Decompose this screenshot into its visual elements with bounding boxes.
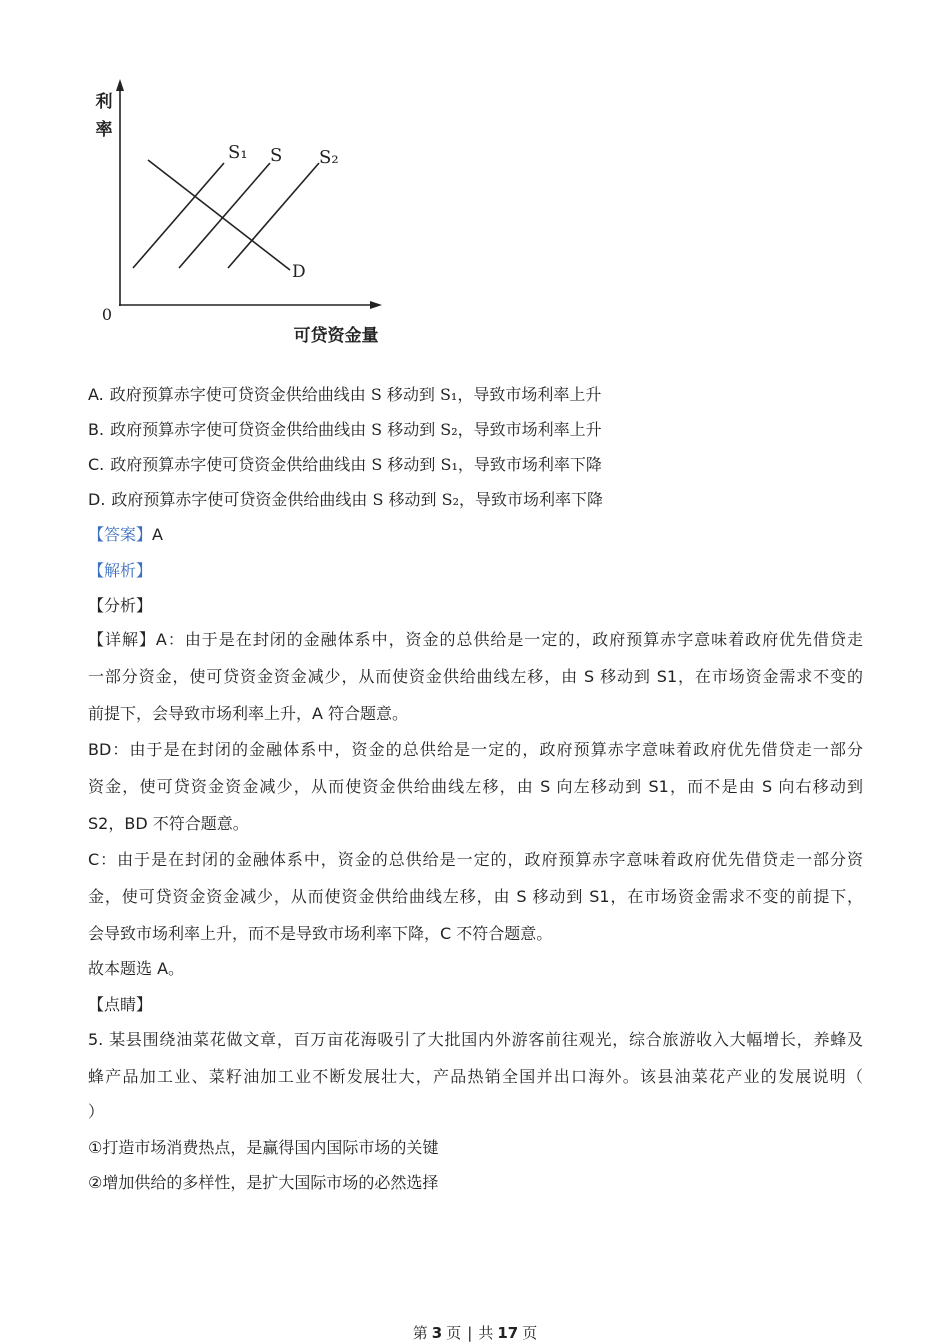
option-letter: D. [88, 490, 106, 509]
supply-curve-s2 [228, 163, 319, 268]
option-text: 政府预算赤字使可贷资金供给曲线由 S 移动到 S₁，导致市场利率上升 [109, 385, 602, 404]
dianjing-label: 【点睛】 [88, 995, 153, 1014]
detail-a-line: 一部分资金，使可贷资金资金减少，从而使资金供给曲线左移，由 S 移动到 S1，在市场资金需求不变的 [88, 667, 863, 686]
option-text: 政府预算赤字使可贷资金供给曲线由 S 移动到 S₂，导致市场利率下降 [111, 490, 604, 509]
y-axis-label-char: 利 [95, 92, 113, 112]
curve-label-d: D [292, 262, 306, 282]
answer-value: A [152, 525, 163, 544]
curve-label-s2: S₂ [319, 147, 339, 168]
question-5-choice: ②增加供给的多样性，是扩大国际市场的必然选择 [88, 1173, 439, 1192]
answer-line [88, 524, 163, 546]
option-a [88, 384, 601, 406]
option-c [88, 454, 602, 476]
detail-a-line: 前提下，会导致市场利率上升，A 符合题意。 [88, 704, 409, 723]
conclusion: 故本题选 A。 [88, 959, 185, 978]
question-5-stem-line: 5. 某县围绕油菜花做文章，百万亩花海吸引了大批国内外游客前往观光，综合旅游收入大幅增长，养蜂及 [88, 1030, 863, 1049]
fenxi-label: 【分析】 [88, 596, 153, 615]
page-number: 3 [431, 1324, 443, 1342]
option-text: 政府预算赤字使可贷资金供给曲线由 S 移动到 S₁，导致市场利率下降 [110, 455, 602, 474]
x-axis-label: 可贷资金量 [293, 326, 379, 346]
detail-bd-line: 资金，使可贷资金资金减少，从而使资金供给曲线左移，由 S 向左移动到 S1，而不是由 S 向右移动到 [88, 777, 863, 796]
detail-bd-line: BD：由于是在封闭的金融体系中，资金的总供给是一定的，政府预算赤字意味着政府优先借贷走一部分 [88, 740, 863, 759]
y-axis-arrow [116, 79, 124, 91]
detail-a-line: 【详解】A：由于是在封闭的金融体系中，资金的总供给是一定的，政府预算赤字意味着政府优先借贷走 [88, 630, 863, 649]
curve-label-s: S [270, 145, 283, 166]
option-letter: B. [88, 420, 105, 439]
detail-bd-line: S2，BD 不符合题意。 [88, 814, 249, 833]
page-suffix: 页 [446, 1324, 462, 1342]
demand-curve-d [148, 160, 290, 270]
option-d [88, 489, 603, 511]
question-5-stem-line: ） [88, 1102, 105, 1121]
loanable-funds-diagram [0, 0, 400, 360]
supply-curve-s1 [133, 163, 224, 268]
footer-separator: | [467, 1324, 473, 1342]
x-axis-arrow [370, 301, 382, 309]
total-prefix: 共 [478, 1324, 494, 1342]
curve-label-s1: S₁ [228, 142, 248, 163]
detail-c-line: 金，使可贷资金资金减少，从而使资金供给曲线左移，由 S 移动到 S1，在市场资金需求不变的前提下， [88, 887, 863, 906]
detail-c-line: C：由于是在封闭的金融体系中，资金的总供给是一定的，政府预算赤字意味着政府优先借贷走一部分资 [88, 850, 863, 869]
total-suffix: 页 [522, 1324, 538, 1342]
option-letter: C. [88, 455, 105, 474]
supply-curve-s [179, 163, 270, 268]
answer-label: 【答案】 [88, 525, 153, 544]
option-b [88, 419, 602, 441]
question-5-choice: ①打造市场消费热点，是赢得国内国际市场的关键 [88, 1138, 439, 1157]
page-prefix: 第 [412, 1324, 428, 1342]
jiexi-label: 【解析】 [88, 561, 153, 580]
y-axis-label-char: 率 [95, 120, 113, 140]
option-text: 政府预算赤字使可贷资金供给曲线由 S 移动到 S₂，导致市场利率上升 [110, 420, 602, 439]
question-5-stem-line: 蜂产品加工业、菜籽油加工业不断发展壮大，产品热销全国并出口海外。该县油菜花产业的发展说明（ [88, 1067, 863, 1086]
total-pages: 17 [497, 1324, 519, 1342]
origin-label: 0 [101, 305, 113, 324]
option-letter: A. [88, 385, 104, 404]
detail-c-line: 会导致市场利率上升，而不是导致市场利率下降，C 不符合题意。 [88, 924, 553, 943]
page-footer [0, 1322, 950, 1344]
